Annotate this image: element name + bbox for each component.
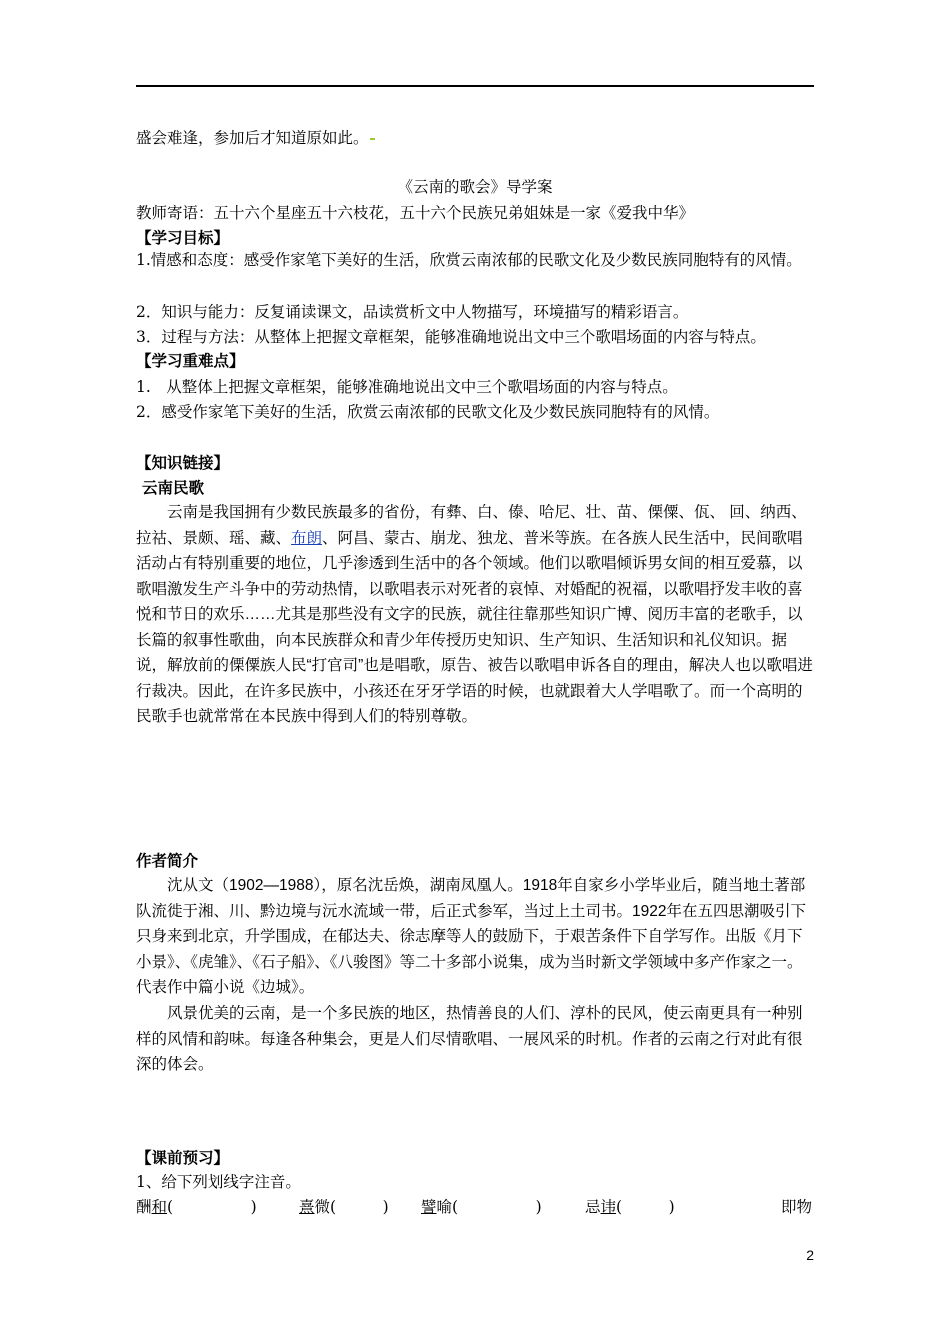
- phonetic-row: [0, 1196, 950, 1218]
- page-number: 2: [806, 1247, 814, 1263]
- edit-mark: [370, 138, 375, 140]
- goal-item: 2．知识与能力：反复诵读课文，品读赏析文中人物描写，环境描写的精彩语言。: [136, 303, 689, 321]
- key-point-item: 2．感受作家笔下美好的生活，欣赏云南浓郁的民歌文化及少数民族同胞特有的风情。: [136, 403, 720, 421]
- author-paragraph: 风景优美的云南，是一个多民族的地区，热情善良的人们、淳朴的民风，使云南更具有一种别样的风情和韵味。每逢各种集会，更是人们尽情歌唱、一展风采的时机。作者的云南之行对此有很深的体会。: [136, 1005, 803, 1073]
- teacher-motto: 教师寄语：五十六个星座五十六枝花，五十六个民族兄弟姐妹是一家《爱我中华》: [136, 204, 695, 222]
- word-item: 酬和( ): [136, 1198, 257, 1216]
- word-item: 譬喻( ): [421, 1198, 542, 1216]
- knowledge-heading: 【知识链接】: [136, 453, 230, 472]
- author-paragraph: 沈从文（1902—1988），原名沈岳焕，湖南凤凰人。1918年自家乡小学毕业后，随当地土著部队流徙于湘、川、黔边境与沅水流域一带，后正式参军，当过上土司书。1922年在五四思潮吸引下只身来到北京，升学围成，在郁达夫、徐志摩等人的鼓励下，于艰苦条件下自学写作。出版《月下小景》、《虎雏》、《石子船》、《八骏图》等二十多部小说集，成为当时新文学领域中多产作家之一。代表作中篇小说《边城》。: [136, 877, 806, 996]
- intro-line: 盛会难逢，参加后才知道原如此。: [136, 127, 375, 149]
- key-point-item: 1. 从整体上把握文章框架，能够准确地说出文中三个歌唱场面的内容与特点。: [136, 378, 678, 396]
- key-points-heading: 【学习重难点】: [136, 351, 245, 370]
- word-item: 即物: [781, 1198, 813, 1216]
- preview-task: 1、给下列划线字注音。: [136, 1173, 301, 1191]
- goal-item: 3．过程与方法：从整体上把握文章框架，能够准确地说出文中三个歌唱场面的内容与特点。: [136, 328, 766, 346]
- goals-heading: 【学习目标】: [136, 228, 230, 247]
- knowledge-paragraph: 云南是我国拥有少数民族最多的省份，有彝、白、傣、哈尼、壮、苗、傈僳、佤、 回、纳西、拉祜、景颇、瑶、藏、布朗、阿昌、蒙古、崩龙、独龙、普米等族。在各族人民生活中，民间歌唱活动占有特别重要的地位，几乎渗透到生活中的各个领域。他们以歌唱倾诉男女间的相互爱慕，以歌唱激发生产斗争中的劳动热情，以歌唱表示对死者的哀悼、对婚配的祝福，以歌唱抒发丰收的喜悦和节日的欢乐……尤其是那些没有文字的民族，就往往靠那些知识广博、阅历丰富的老歌手，以长篇的叙事性歌曲，向本民族群众和青少年传授历史知识、生产知识、生活知识和礼仪知识。据说，解放前的傈僳族人民“打官司”也是唱歌，原告、被告以歌唱申诉各自的理由，解决人也以歌唱进行裁决。因此，在许多民族中，小孩还在牙牙学语的时候，也就跟着大人学唱歌了。而一个高明的民歌手也就常常在本民族中得到人们的特别尊敬。: [136, 504, 813, 725]
- bulang-link[interactable]: 布朗: [291, 529, 323, 547]
- word-item: 忌讳( ): [585, 1198, 675, 1216]
- author-heading: 作者简介: [136, 851, 199, 870]
- document-title: 《云南的歌会》导学案: [397, 178, 553, 196]
- knowledge-subheading: 云南民歌: [142, 478, 205, 497]
- preview-heading: 【课前预习】: [136, 1148, 230, 1167]
- word-item: 熹微( ): [299, 1198, 389, 1216]
- header-rule: [136, 85, 814, 87]
- goal-item: 1.情感和态度：感受作家笔下美好的生活，欣赏云南浓郁的民歌文化及少数民族同胞特有的风情。: [136, 251, 802, 269]
